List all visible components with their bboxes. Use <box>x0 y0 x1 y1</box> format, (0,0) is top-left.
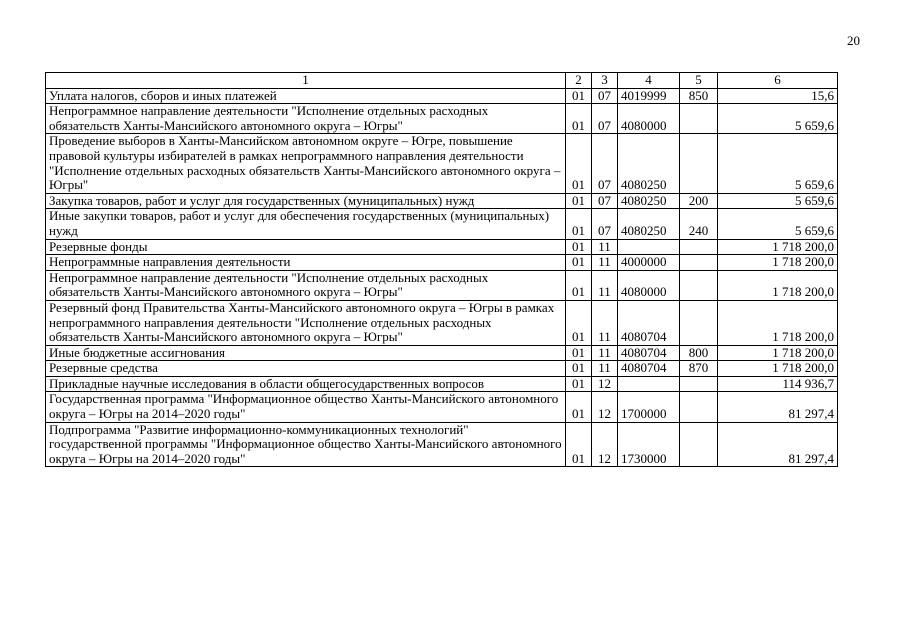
cell-pr: 07 <box>592 193 618 209</box>
cell-rz: 01 <box>566 134 592 193</box>
cell-csr: 4080000 <box>618 270 680 300</box>
cell-rz: 01 <box>566 104 592 134</box>
cell-vr <box>680 270 718 300</box>
cell-vr <box>680 134 718 193</box>
cell-vr <box>680 255 718 271</box>
page-number: 20 <box>847 33 860 48</box>
cell-sum: 81 297,4 <box>718 392 838 422</box>
cell-csr: 4019999 <box>618 88 680 104</box>
cell-name: Непрограммное направление деятельности "Исполнение отдельных расходных обязательств Ханты-Мансийского автономного округа – Югры" <box>46 270 566 300</box>
cell-pr: 07 <box>592 88 618 104</box>
cell-pr: 11 <box>592 361 618 377</box>
cell-csr: 4000000 <box>618 255 680 271</box>
header-cell-name: 1 <box>46 73 566 89</box>
cell-sum: 5 659,6 <box>718 134 838 193</box>
cell-name: Иные бюджетные ассигнования <box>46 345 566 361</box>
cell-sum: 1 718 200,0 <box>718 361 838 377</box>
cell-rz: 01 <box>566 300 592 345</box>
cell-sum: 1 718 200,0 <box>718 239 838 255</box>
budget-table <box>45 72 838 467</box>
table-row <box>46 392 838 422</box>
cell-pr: 07 <box>592 134 618 193</box>
cell-name: Проведение выборов в Ханты-Мансийском автономном округе – Югре, повышение правовой культуры избирателей в рамках непрограммного направления деятельности "Исполнение отдельных расходных обязательств Ханты-Мансийского автономного округа – Югры" <box>46 134 566 193</box>
cell-vr: 200 <box>680 193 718 209</box>
cell-sum: 81 297,4 <box>718 422 838 467</box>
cell-rz: 01 <box>566 345 592 361</box>
cell-rz: 01 <box>566 255 592 271</box>
cell-csr: 1700000 <box>618 392 680 422</box>
cell-csr <box>618 376 680 392</box>
cell-pr: 12 <box>592 422 618 467</box>
cell-name: Государственная программа "Информационное общество Ханты-Мансийского автономного округа – Югры на 2014–2020 годы" <box>46 392 566 422</box>
cell-csr: 4080250 <box>618 134 680 193</box>
cell-rz: 01 <box>566 193 592 209</box>
cell-pr: 11 <box>592 345 618 361</box>
cell-name: Непрограммные направления деятельности <box>46 255 566 271</box>
table-row <box>46 209 838 239</box>
cell-name: Резервный фонд Правительства Ханты-Мансийского автономного округа – Югры в рамках непрограммного направления деятельности "Исполнение отдельных расходных обязательств Ханты-Мансийского автономного округа – Югры" <box>46 300 566 345</box>
table-row <box>46 270 838 300</box>
cell-pr: 11 <box>592 255 618 271</box>
cell-csr <box>618 239 680 255</box>
cell-vr: 800 <box>680 345 718 361</box>
cell-pr: 12 <box>592 376 618 392</box>
cell-pr: 07 <box>592 104 618 134</box>
cell-sum: 1 718 200,0 <box>718 345 838 361</box>
cell-vr <box>680 239 718 255</box>
header-cell-csr: 4 <box>618 73 680 89</box>
cell-sum: 5 659,6 <box>718 104 838 134</box>
cell-vr <box>680 422 718 467</box>
cell-csr: 4080704 <box>618 345 680 361</box>
cell-pr: 07 <box>592 209 618 239</box>
table-row <box>46 300 838 345</box>
cell-vr: 850 <box>680 88 718 104</box>
table-row <box>46 88 838 104</box>
cell-csr: 4080250 <box>618 193 680 209</box>
cell-csr: 4080250 <box>618 209 680 239</box>
cell-name: Закупка товаров, работ и услуг для государственных (муниципальных) нужд <box>46 193 566 209</box>
table-row <box>46 345 838 361</box>
cell-pr: 11 <box>592 239 618 255</box>
header-cell-pr: 3 <box>592 73 618 89</box>
cell-vr: 240 <box>680 209 718 239</box>
cell-rz: 01 <box>566 239 592 255</box>
header-cell-vr: 5 <box>680 73 718 89</box>
cell-name: Резервные средства <box>46 361 566 377</box>
cell-pr: 11 <box>592 300 618 345</box>
header-cell-rz: 2 <box>566 73 592 89</box>
cell-rz: 01 <box>566 422 592 467</box>
budget-table-body <box>46 73 838 467</box>
cell-vr <box>680 104 718 134</box>
cell-sum: 5 659,6 <box>718 209 838 239</box>
cell-csr: 4080000 <box>618 104 680 134</box>
cell-csr: 4080704 <box>618 300 680 345</box>
cell-vr <box>680 376 718 392</box>
cell-csr: 1730000 <box>618 422 680 467</box>
cell-vr <box>680 392 718 422</box>
cell-vr <box>680 300 718 345</box>
cell-name: Прикладные научные исследования в области общегосударственных вопросов <box>46 376 566 392</box>
cell-rz: 01 <box>566 361 592 377</box>
table-row <box>46 104 838 134</box>
cell-name: Иные закупки товаров, работ и услуг для обеспечения государственных (муниципальных) нужд <box>46 209 566 239</box>
cell-sum: 1 718 200,0 <box>718 300 838 345</box>
cell-sum: 15,6 <box>718 88 838 104</box>
cell-sum: 1 718 200,0 <box>718 255 838 271</box>
table-row <box>46 422 838 467</box>
cell-name: Подпрограмма "Развитие информационно-коммуникационных технологий" государственной программы "Информационное общество Ханты-Мансийского автономного округа – Югры на 2014–2020 годы" <box>46 422 566 467</box>
cell-rz: 01 <box>566 376 592 392</box>
cell-rz: 01 <box>566 209 592 239</box>
cell-pr: 11 <box>592 270 618 300</box>
table-row <box>46 361 838 377</box>
cell-rz: 01 <box>566 88 592 104</box>
cell-name: Непрограммное направление деятельности "Исполнение отдельных расходных обязательств Ханты-Мансийского автономного округа – Югры" <box>46 104 566 134</box>
cell-rz: 01 <box>566 392 592 422</box>
cell-pr: 12 <box>592 392 618 422</box>
cell-name: Уплата налогов, сборов и иных платежей <box>46 88 566 104</box>
table-row <box>46 134 838 193</box>
cell-sum: 1 718 200,0 <box>718 270 838 300</box>
table-row <box>46 193 838 209</box>
cell-name: Резервные фонды <box>46 239 566 255</box>
cell-csr: 4080704 <box>618 361 680 377</box>
table-row <box>46 376 838 392</box>
table-row <box>46 255 838 271</box>
cell-sum: 5 659,6 <box>718 193 838 209</box>
cell-rz: 01 <box>566 270 592 300</box>
table-row <box>46 239 838 255</box>
header-cell-sum: 6 <box>718 73 838 89</box>
cell-sum: 114 936,7 <box>718 376 838 392</box>
cell-vr: 870 <box>680 361 718 377</box>
header-row <box>46 73 838 89</box>
